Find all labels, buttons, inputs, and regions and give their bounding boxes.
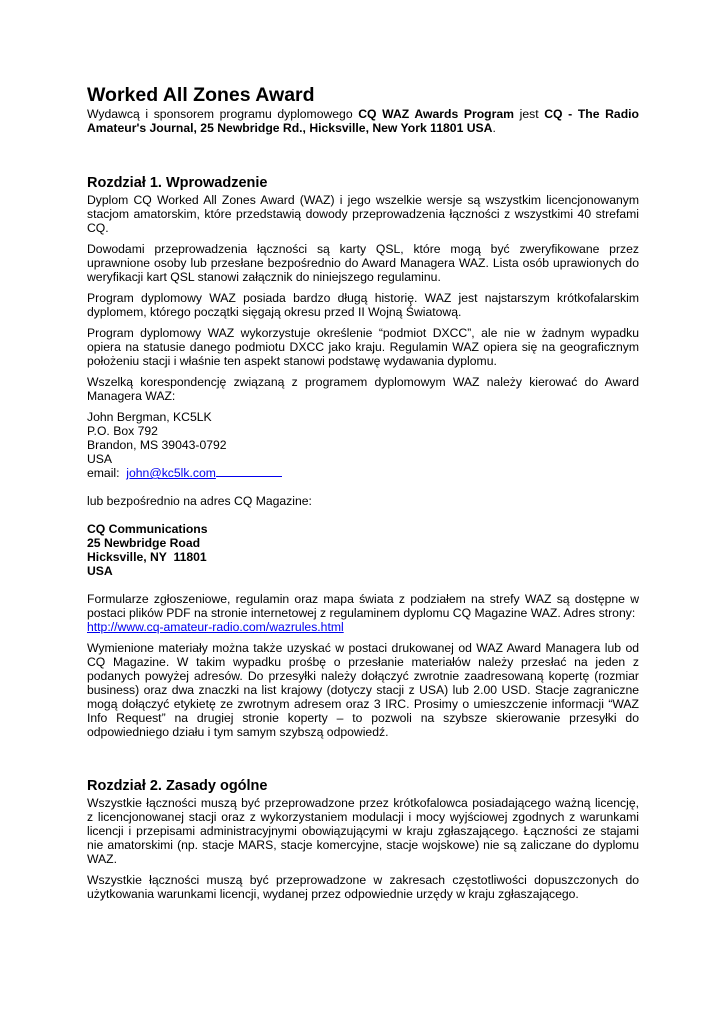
manager-city: Brandon, MS 39043-0792 <box>87 438 227 452</box>
section-1-paragraph-1: Dyplom CQ Worked All Zones Award (WAZ) i jego wszelkie wersje są wszystkim licencjonowanym stacjom amatorskim, które przedstawią dowody przeprowadzenia łączności z wszystkimi 40 strefami CQ. <box>87 193 639 235</box>
section-2 <box>87 777 639 901</box>
document-page <box>87 83 639 908</box>
section-1-paragraph-2: Dowodami przeprowadzenia łączności są karty QSL, które mogą być zweryfikowane przez uprawnione osoby lub przesłane bezpośrednio do Award Managera WAZ. Lista osób uprawionych do weryfikacji kart QSL stanowi załącznik do niniejszego regulaminu. <box>87 242 639 284</box>
intro-text-3: . <box>492 121 496 135</box>
manager-country: USA <box>87 452 113 466</box>
cq-street: 25 Newbridge Road <box>87 536 201 550</box>
section-1-paragraph-7 <box>87 592 639 634</box>
manager-email-line <box>87 466 639 480</box>
section-1 <box>87 174 639 739</box>
email-link[interactable]: john@kc5lk.com <box>126 466 216 480</box>
cq-name: CQ Communications <box>87 522 208 536</box>
intro-text-1: Wydawcą i sponsorem programu dyplomowego <box>87 107 359 121</box>
intro-publisher: CQ - The Radio Amateur's Journal, 25 Newbridge Rd., Hicksville, New York 11801 USA <box>87 107 639 135</box>
cq-address <box>87 522 639 578</box>
forms-text: Formularze zgłoszeniowe, regulamin oraz mapa świata z podziałem na strefy WAZ są dostępne w postaci plików PDF na stronie internetowej z regulaminem dyplomu CQ Magazine WAZ. Adres strony: <box>87 592 639 620</box>
manager-name: John Bergman, KC5LK <box>87 410 212 424</box>
section-1-heading: Rozdział 1. Wprowadzenie <box>87 175 268 191</box>
section-1-paragraph-4: Program dyplomowy WAZ wykorzystuje określenie “podmiot DXCC”, ale nie w żadnym wypadku opiera na statusie danego podmiotu DXCC jako kraju. Regulamin WAZ opiera się na geograficznym położeniu stacji i właśnie ten aspekt stanowi podstawę wydawania dyplomu. <box>87 326 639 368</box>
waz-rules-link[interactable]: http://www.cq-amateur-radio.com/wazrules.html <box>87 620 344 634</box>
document-title: Worked All Zones Award <box>87 84 315 106</box>
section-1-paragraph-8: Wymienione materiały można także uzyskać w postaci drukowanej od WAZ Award Managera lub od CQ Magazine. W takim wypadku prośbę o przesłanie materiałów należy przesłać na jeden z podanych powyżej adresów. Do przesyłki należy dołączyć zwrotnie zaadresowaną kopertę (rozmiar business) oraz dwa znaczki na list krajowy (dotyczy stacji z USA) lub 2.00 USD. Stacje zagraniczne mogą dołączyć etykietę ze zwrotnym adresem oraz 3 IRC. Prosimy o umieszczenie informacji “WAZ Info Request” na drugiej stronie koperty – to pozwoli na szybsze skierowanie przesyłki do odpowiedniego działu i tym samym szybszą odpowiedź. <box>87 641 639 739</box>
section-1-paragraph-6: lub bezpośrednio na adres CQ Magazine: <box>87 494 312 508</box>
intro-paragraph <box>87 107 639 135</box>
section-1-paragraph-5: Wszelką korespondencję związaną z programem dyplomowym WAZ należy kierować do Award Managera WAZ: <box>87 375 639 403</box>
section-2-paragraph-2: Wszystkie łączności muszą być przeprowadzone w zakresach częstotliwości dopuszczonych do użytkowania warunkami licencji, wydanej przez odpowiednie urzędy w kraju zgłaszającego. <box>87 873 639 901</box>
intro-program-name: CQ WAZ Awards Program <box>358 107 514 121</box>
cq-city: Hicksville, NY 11801 <box>87 550 207 564</box>
cq-country: USA <box>87 564 113 578</box>
manager-address <box>87 410 639 480</box>
section-1-paragraph-3: Program dyplomowy WAZ posiada bardzo długą historię. WAZ jest najstarszym krótkofalarskim dyplomem, którego początki sięgają okresu przed II Wojną Światową. <box>87 291 639 319</box>
email-link-underline <box>216 466 282 477</box>
email-label: email: <box>87 466 127 480</box>
section-2-paragraph-1: Wszystkie łączności muszą być przeprowadzone przez krótkofalowca posiadającego ważną licencję, z licencjonowanej stacji oraz z wykorzystaniem modulacji i mocy wyjściowej zgodnych z warunkami licencji i przepisami administracyjnymi obowiązującymi w kraju zgłaszającego. Łączności ze stajami nie amatorskimi (np. stacje MARS, stacje komercyjne, stacje wojskowe) nie są zaliczane do dyplomu WAZ. <box>87 796 639 866</box>
section-2-heading: Rozdział 2. Zasady ogólne <box>87 778 268 794</box>
intro-text-2: jest <box>513 107 545 121</box>
manager-po-box: P.O. Box 792 <box>87 424 158 438</box>
